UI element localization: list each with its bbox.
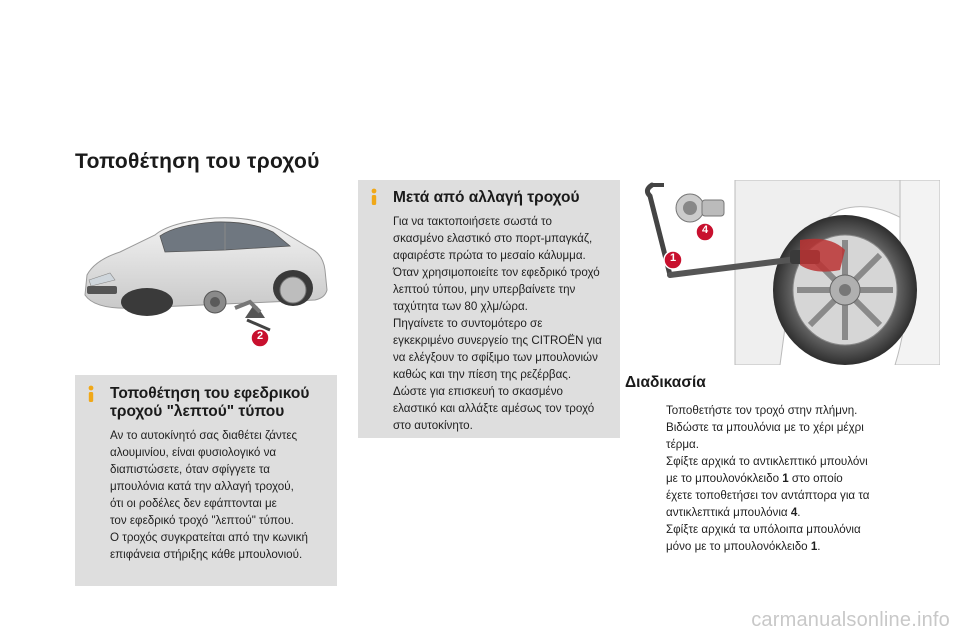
body-line: σκασμένο ελαστικό στο πορτ-μπαγκάζ, [393, 232, 593, 245]
callout-2-badge [250, 328, 270, 348]
callout-1-badge [663, 250, 683, 270]
body-line: τον εφεδρικό τροχό "λεπτού" τύπου. [110, 514, 294, 527]
after-change-box-title: Μετά από αλλαγή τροχού [393, 189, 580, 206]
step-text: Τοποθετήστε τον τροχό στην πλήμνη. [666, 404, 858, 417]
body-line: Αν το αυτοκίνητό σας διαθέτει ζάντες [110, 429, 298, 442]
body-line: επιφάνεια στήριξης κάθε μπουλονιού. [110, 548, 303, 561]
watermark: carmanualsonline.info [751, 609, 950, 631]
procedure-step [640, 453, 930, 521]
body-line: καθώς και την πίεση της ρεζέρβας. [393, 368, 572, 381]
body-line: Ο τροχός συγκρατείται από την κωνική [110, 531, 308, 544]
body-line: εγκεκριμένο συνεργείο της CITROËN για [393, 334, 602, 347]
spare-wheel-box-title: Τοποθέτηση του εφεδρικού τροχού "λεπτού" τύπου [110, 385, 310, 420]
wheel-bolt-illustration [640, 180, 940, 365]
callout-1-label: 1 [669, 252, 677, 264]
procedure-step [640, 402, 930, 419]
body-line: στο αυτοκίνητο. [393, 419, 473, 432]
procedure-steps [640, 402, 930, 555]
callout-2-label: 2 [256, 330, 264, 342]
info-icon [367, 188, 381, 206]
callout-4-label: 4 [701, 224, 709, 236]
body-line: να ελέγξουν το σφίξιμο των μπουλονιών [393, 351, 598, 364]
body-line: Όταν χρησιμοποιείτε τον εφεδρικό τροχό [393, 266, 600, 279]
body-line: Πηγαίνετε το συντομότερο σε [393, 317, 543, 330]
step-text: μόνο με το μπουλονόκλειδο [666, 540, 811, 553]
step-text: Βιδώστε τα μπουλόνια με το χέρι μέχρι [666, 421, 864, 434]
body-line: αφαιρέστε πρώτα το μεσαίο κάλυμμα. [393, 249, 586, 262]
body-line: μπουλόνια κατά την αλλαγή τροχού, [110, 480, 294, 493]
body-line: Δώστε για επισκευή το σκασμένο [393, 385, 563, 398]
info-icon [84, 385, 98, 403]
body-line: αλουμινίου, είναι φυσιολογικό να [110, 446, 277, 459]
step-ref-number: 1 [782, 472, 789, 485]
step-text: αντικλεπτικά μπουλόνια [666, 506, 791, 519]
step-text: τέρμα. [666, 438, 699, 451]
spare-wheel-box-body [110, 427, 330, 563]
step-ref-number: 1 [810, 540, 818, 553]
after-change-info-box [358, 180, 620, 438]
body-line: διαπιστώσετε, όταν σφίγγετε τα [110, 463, 270, 476]
body-line: λεπτού τύπου, μην υπερβαίνετε την [393, 283, 576, 296]
step-text: Σφίξτε αρχικά το αντικλεπτικό μπουλόνι [666, 455, 868, 468]
callout-4-badge [695, 222, 715, 242]
procedure-title: Διαδικασία [625, 374, 706, 391]
body-line: ελαστικό και αλλάξτε αμέσως τον τροχό [393, 402, 595, 415]
car-jack-illustration [75, 180, 340, 360]
body-line: ταχύτητα των 80 χλμ/ώρα. [393, 300, 528, 313]
spare-wheel-info-box [75, 375, 337, 586]
step-text: στο οποίο [788, 472, 843, 485]
step-text: . [817, 540, 821, 553]
procedure-step [640, 419, 930, 453]
step-text: Σφίξτε αρχικά τα υπόλοιπα μπουλόνια [666, 523, 861, 536]
step-text: . [797, 506, 801, 519]
step-text: με το μπουλονόκλειδο [666, 472, 783, 485]
body-line: ότι οι ροδέλες δεν εφάπτονται με [110, 497, 277, 510]
procedure-step [640, 521, 930, 555]
step-ref-number: 4 [790, 506, 798, 519]
step-text: έχετε τοποθετήσει τον αντάπτορα για τα [666, 489, 870, 502]
body-line: Για να τακτοποιήσετε σωστά το [393, 215, 552, 228]
after-change-box-body [393, 213, 615, 434]
page-title: Τοποθέτηση του τροχού [75, 150, 320, 173]
